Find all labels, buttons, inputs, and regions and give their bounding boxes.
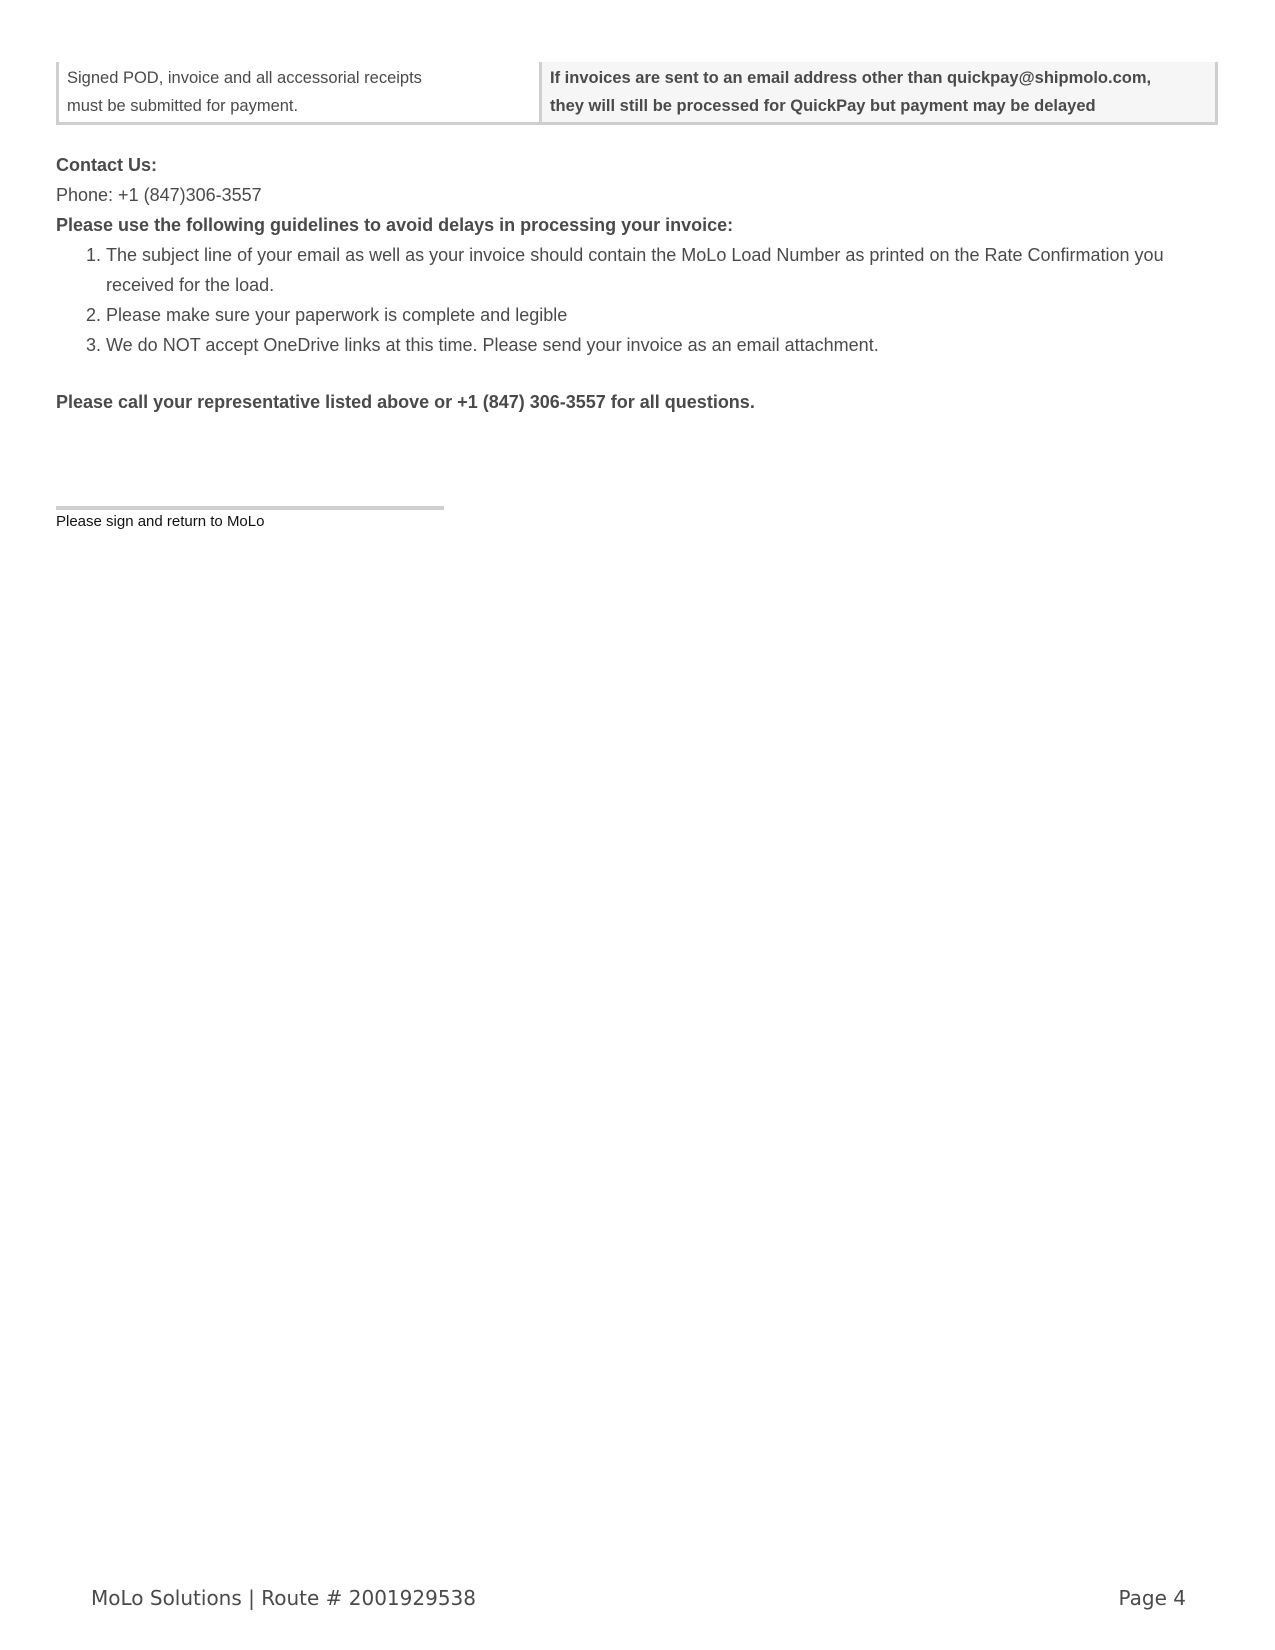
footer-route-label: MoLo Solutions | Route # 2001929538 — [91, 1586, 476, 1610]
payment-terms-table — [56, 62, 1218, 125]
contact-phone: Phone: +1 (847)306-3557 — [56, 185, 262, 205]
list-item: 1. The subject line of your email as well as your invoice should contain the MoLo Load Number as printed on the Rate Confirmation you received for the load. — [106, 240, 1226, 300]
payment-requirements-cell — [58, 62, 541, 124]
list-item: 2. Please make sure your paperwork is complete and legible — [106, 300, 1226, 330]
quickpay-notice-line: they will still be processed for QuickPay but payment may be delayed — [550, 97, 1096, 115]
table-row — [58, 62, 1217, 124]
signature-caption: Please sign and return to MoLo — [56, 513, 265, 530]
quickpay-notice-line: If invoices are sent to an email address other than quickpay@shipmolo.com, — [550, 69, 1152, 87]
signature-line — [56, 506, 444, 510]
payment-requirements-line: Signed POD, invoice and all accessorial receipts — [67, 69, 422, 87]
guidelines-list — [56, 240, 1226, 360]
contact-section — [56, 150, 1226, 360]
page-footer — [91, 1586, 1186, 1610]
list-item: 3. We do NOT accept OneDrive links at this time. Please send your invoice as an email attachment. — [106, 330, 1226, 360]
payment-requirements-line: must be submitted for payment. — [67, 97, 299, 115]
page-number: Page 4 — [1118, 1586, 1186, 1610]
quickpay-notice-cell — [541, 62, 1217, 124]
guidelines-heading: Please use the following guidelines to avoid delays in processing your invoice: — [56, 215, 734, 235]
contact-heading: Contact Us: — [56, 155, 158, 175]
questions-note: Please call your representative listed above or +1 (847) 306-3557 for all questions. — [56, 392, 755, 412]
